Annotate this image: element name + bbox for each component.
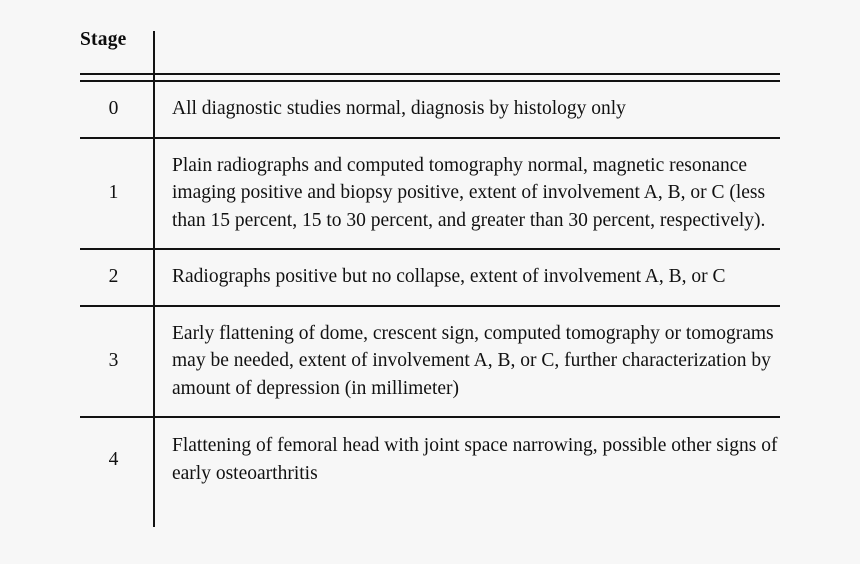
cell-description-text: Flattening of femoral head with joint space narrowing, possible other signs of early osteoarthritis (172, 435, 778, 484)
cell-stage: 2 (108, 265, 119, 287)
cell-stage: 3 (108, 349, 119, 371)
cell-stage: 4 (108, 448, 119, 470)
cell-description (153, 263, 780, 291)
table-row (80, 82, 780, 137)
table-row (80, 139, 780, 249)
cell-stage: 1 (108, 181, 119, 203)
table-row (80, 307, 780, 417)
header-double-rule (80, 73, 780, 82)
header-rule-upper (80, 73, 780, 75)
cell-description-text: Early flattening of dome, crescent sign, computed tomography or tomograms may be needed, extent of involvement A, B, or C, further characterization by amount of depression (in millimeter) (172, 322, 774, 399)
table-row (80, 250, 780, 305)
cell-description-text: Plain radiographs and computed tomography normal, magnetic resonance imaging positive and biopsy positive, extent of involvement A, B, or C (less than 15 percent, 15 to 30 percent, and greater than 30 percent, respectively). (172, 154, 766, 231)
table-row (80, 418, 780, 501)
cell-description (153, 432, 780, 487)
staging-table (80, 24, 780, 501)
column-header-stage: Stage (80, 29, 127, 50)
cell-description (153, 320, 780, 403)
cell-description-text: All diagnostic studies normal, diagnosis by histology only (172, 98, 626, 119)
cell-description (153, 152, 780, 235)
table-header-row (80, 24, 780, 73)
cell-stage: 0 (108, 97, 119, 119)
cell-description-text: Radiographs positive but no collapse, extent of involvement A, B, or C (172, 266, 726, 287)
cell-description (153, 95, 780, 123)
